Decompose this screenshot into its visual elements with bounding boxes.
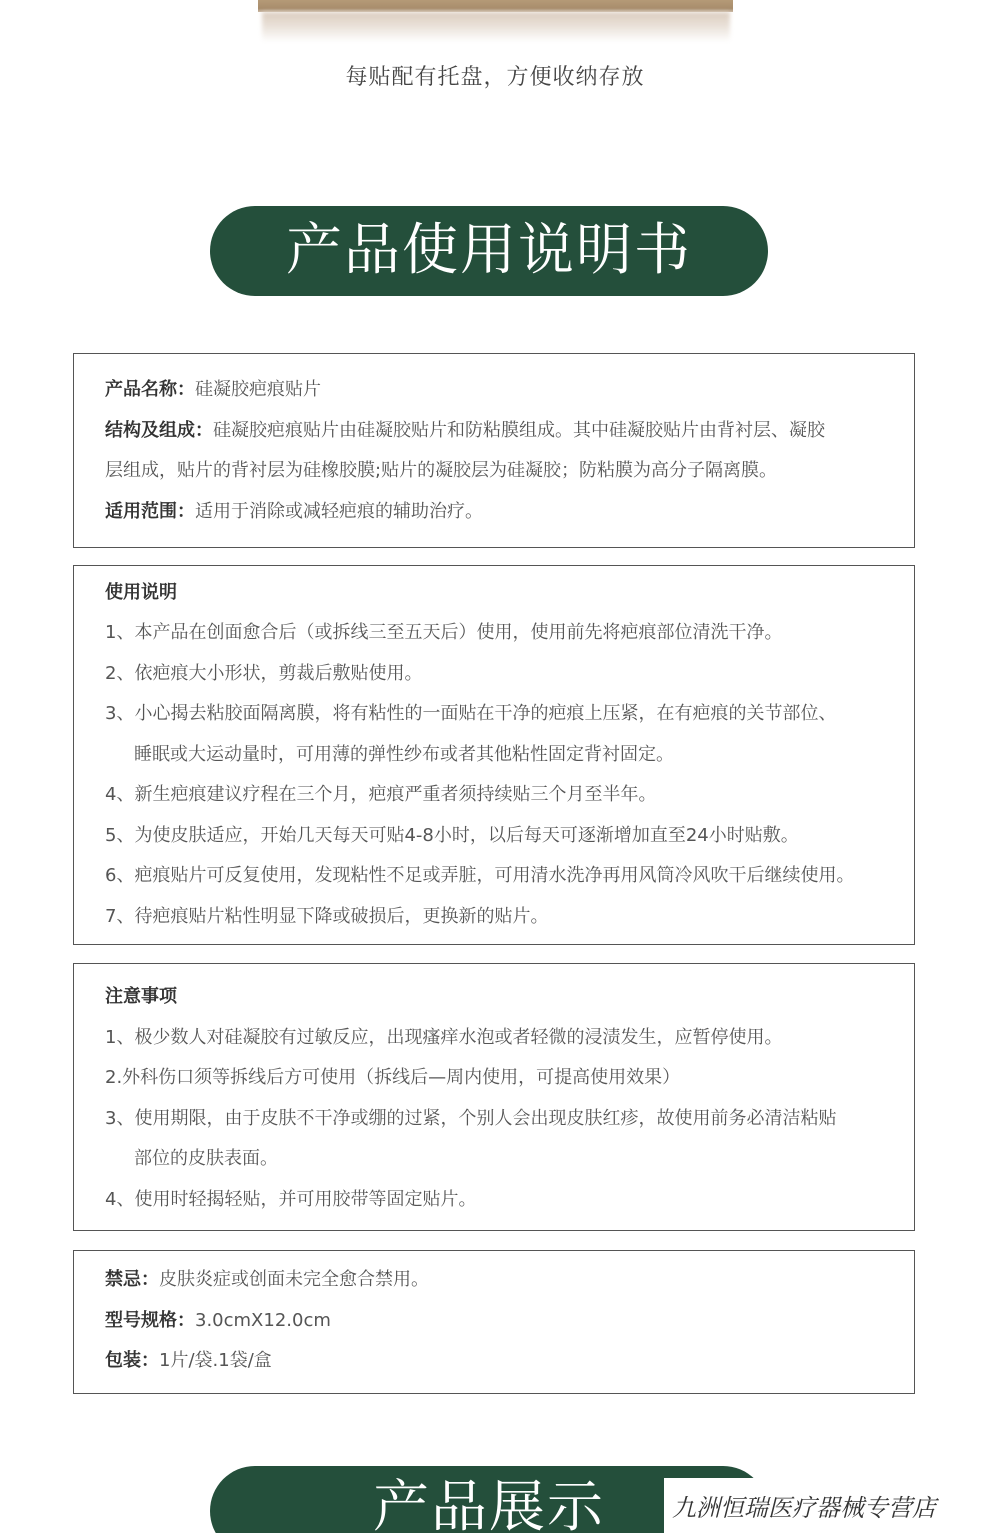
model-row [105,1309,331,1333]
tray-caption: 每贴配有托盘，方便收纳存放 [345,65,645,90]
precaution-item: 2.外科伤口须等拆线后方可使用（拆线后—周内使用，可提高使用效果） [105,1067,681,1088]
usage-instructions-box [73,565,915,945]
structure-row-cont [105,459,777,483]
usage-item-cont: 睡眠或大运动量时，可用薄的弹性纱布或者其他粘性固定背衬固定。 [134,744,674,765]
structure-label: 结构及组成： [105,420,213,441]
structure-row [105,419,825,443]
package-row [105,1349,272,1373]
product-name-row [105,378,321,402]
scope-row [105,500,483,524]
section-title: 产品使用说明书 [286,218,692,283]
usage-item: 2、依疤痕大小形状，剪裁后敷贴使用。 [105,663,423,684]
structure-value-line2: 层组成，贴片的背衬层为硅橡胶膜;贴片的凝胶层为硅凝胶；防粘膜为高分子隔离膜。 [105,460,778,481]
scope-value: 适用于消除或减轻疤痕的辅助治疗。 [195,501,483,522]
structure-value-line1: 硅凝胶疤痕贴片由硅凝胶贴片和防粘膜组成。其中硅凝胶贴片由背衬层、凝胶 [213,420,825,441]
precaution-item-cont: 部位的皮肤表面。 [134,1148,278,1169]
model-label: 型号规格： [105,1310,195,1331]
usage-heading: 使用说明 [105,582,177,603]
usage-item: 3、小心揭去粘胶面隔离膜，将有粘性的一面贴在干净的疤痕上压紧，在有疤痕的关节部位、 [105,703,837,724]
usage-item: 5、为使皮肤适应，开始几天每天可贴4-8小时，以后每天可逐渐增加直至24小时贴敷。 [105,825,799,846]
model-value: 3.0cmX12.0cm [195,1310,331,1331]
package-value: 1片/袋.1袋/盒 [159,1350,272,1371]
package-label: 包装： [105,1350,159,1371]
product-name-label: 产品名称： [105,379,195,400]
store-watermark: 九洲恒瑞医疗器械专营店 [664,1478,990,1533]
usage-item: 7、待疤痕贴片粘性明显下降或破损后，更换新的贴片。 [105,906,549,927]
precaution-item: 4、使用时轻揭轻贴，并可用胶带等固定贴片。 [105,1189,477,1210]
precautions-heading: 注意事项 [105,986,177,1007]
usage-item: 4、新生疤痕建议疗程在三个月，疤痕严重者须持续贴三个月至半年。 [105,784,657,805]
precautions-box [73,963,915,1231]
section-title: 产品展示 [373,1475,605,1533]
precaution-item: 1、极少数人对硅凝胶有过敏反应，出现瘙痒水泡或者轻微的浸渍发生，应暂停使用。 [105,1027,783,1048]
tray-shadow [262,12,730,42]
product-tray-photo [258,0,733,12]
contraindication-value: 皮肤炎症或创面未完全愈合禁用。 [159,1269,429,1290]
scope-label: 适用范围： [105,501,195,522]
precaution-item: 3、使用期限，由于皮肤不干净或绷的过紧，个别人会出现皮肤红疹，故使用前务必清洁粘贴 [105,1108,837,1129]
product-name-value: 硅凝胶疤痕贴片 [195,379,321,400]
usage-item: 1、本产品在创面愈合后（或拆线三至五天后）使用，使用前先将疤痕部位清洗干净。 [105,622,783,643]
usage-item: 6、疤痕贴片可反复使用，发现粘性不足或弄脏，可用清水洗净再用风筒冷风吹干后继续使用。 [105,865,855,886]
product-info-box [73,353,915,548]
contraindication-row [105,1268,429,1292]
contraindication-label: 禁忌： [105,1269,159,1290]
specs-box [73,1250,915,1394]
section-header-instructions [210,206,768,296]
